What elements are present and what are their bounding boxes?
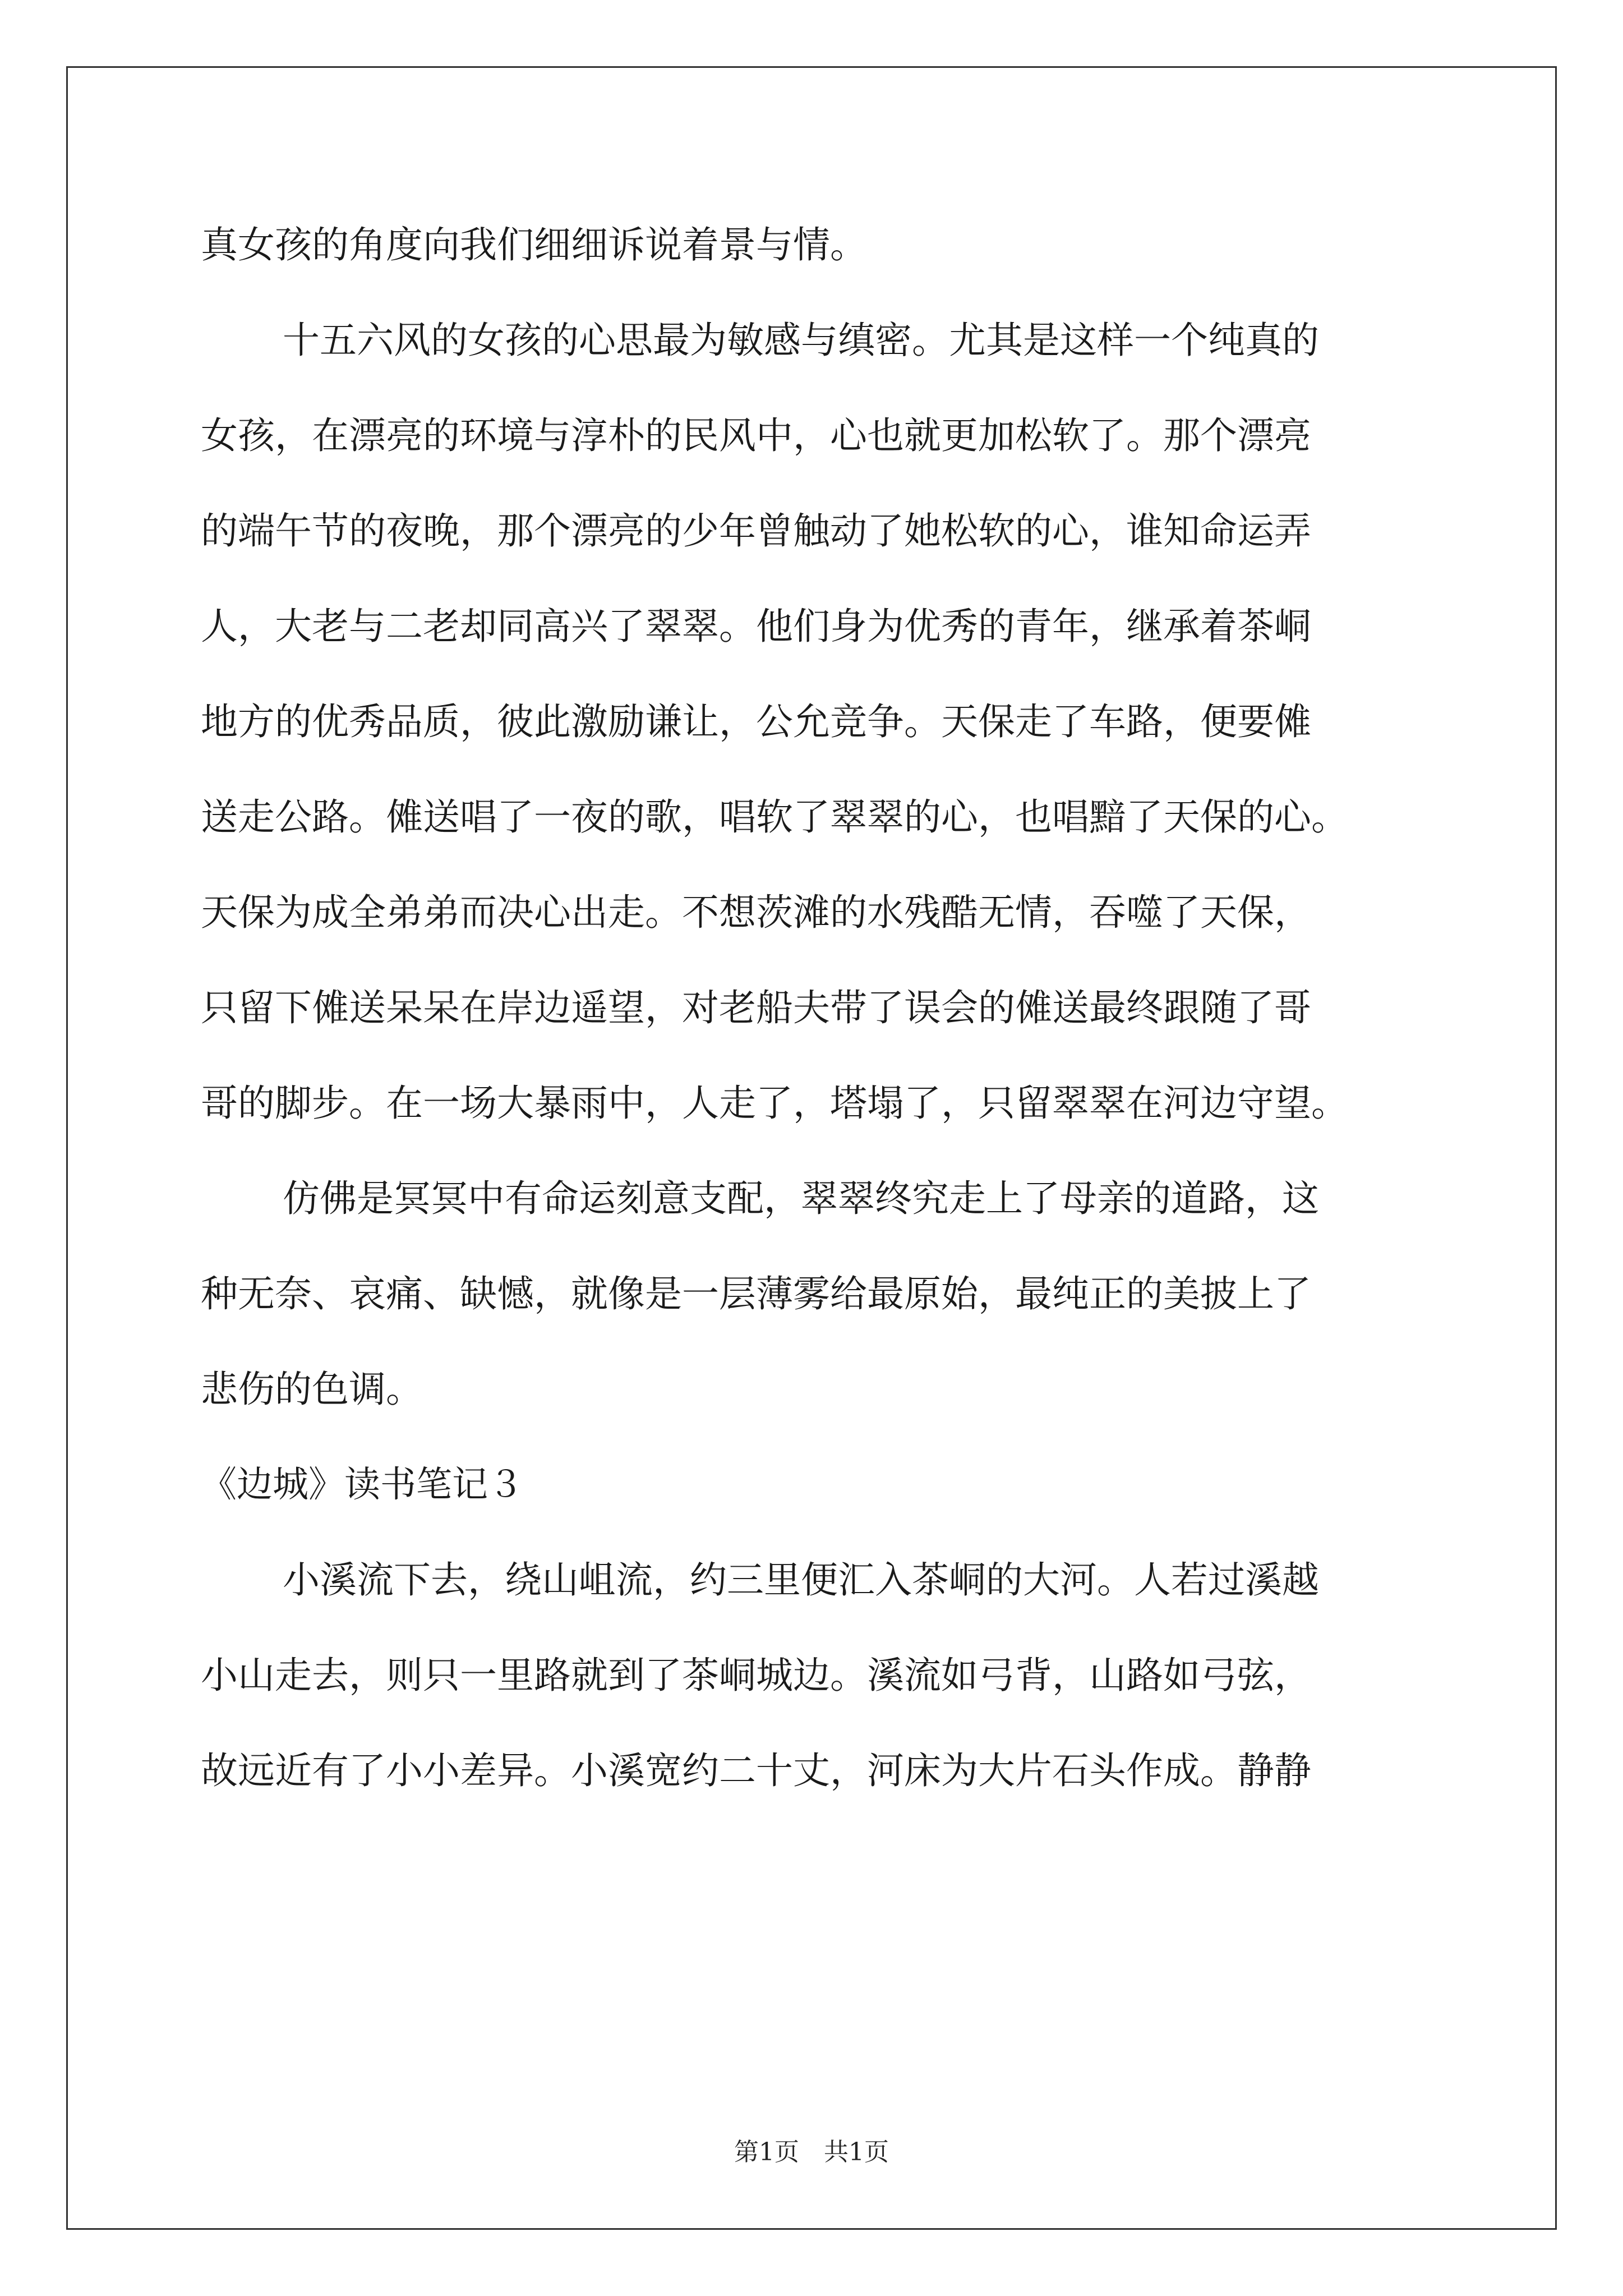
paragraph-first-line: 小溪流下去，绕山岨流，约三里便汇入茶峒的大河。人若过溪越 <box>283 1558 1319 1602</box>
text-line: 悲伤的色调。 <box>201 1368 423 1411</box>
text-line: 天保为成全弟弟而决心出走。不想茨滩的水残酷无情，吞噬了天保， <box>201 891 1311 934</box>
text-line: 的端午节的夜晚，那个漂亮的少年曾触动了她松软的心，谁知命运弄 <box>201 509 1311 553</box>
text-line: 真女孩的角度向我们细细诉说着景与情。 <box>201 223 867 266</box>
text-line: 地方的优秀品质，彼此激励谦让，公允竞争。天保走了车路，便要傩 <box>201 700 1311 743</box>
text-line: 只留下傩送呆呆在岸边遥望，对老船夫带了误会的傩送最终跟随了哥 <box>201 986 1311 1029</box>
document-body <box>201 197 1435 1819</box>
paragraph-first-line: 十五六风的女孩的心思最为敏感与缜密。尤其是这样一个纯真的 <box>283 319 1319 362</box>
paragraph-first-line: 仿佛是冥冥中有命运刻意支配，翠翠终究走上了母亲的道路，这 <box>283 1177 1319 1220</box>
section-heading: 《边城》读书笔记３ <box>201 1464 524 1506</box>
text-line: 哥的脚步。在一场大暴雨中，人走了，塔塌了，只留翠翠在河边守望。 <box>201 1082 1348 1125</box>
text-line: 故远近有了小小差异。小溪宽约二十丈，河床为大片石头作成。静静 <box>201 1749 1311 1792</box>
page-footer: 第1页 共1页 <box>734 2138 889 2166</box>
text-line: 女孩，在漂亮的环境与淳朴的民风中，心也就更加松软了。那个漂亮 <box>201 414 1311 457</box>
text-line: 小山走去，则只一里路就到了茶峒城边。溪流如弓背，山路如弓弦， <box>201 1654 1311 1697</box>
text-line: 送走公路。傩送唱了一夜的歌，唱软了翠翠的心，也唱黯了天保的心。 <box>201 795 1348 839</box>
text-line: 人，大老与二老却同高兴了翠翠。他们身为优秀的青年，继承着茶峒 <box>201 605 1311 648</box>
text-line: 种无奈、哀痛、缺憾，就像是一层薄雾给最原始，最纯正的美披上了 <box>201 1272 1311 1315</box>
